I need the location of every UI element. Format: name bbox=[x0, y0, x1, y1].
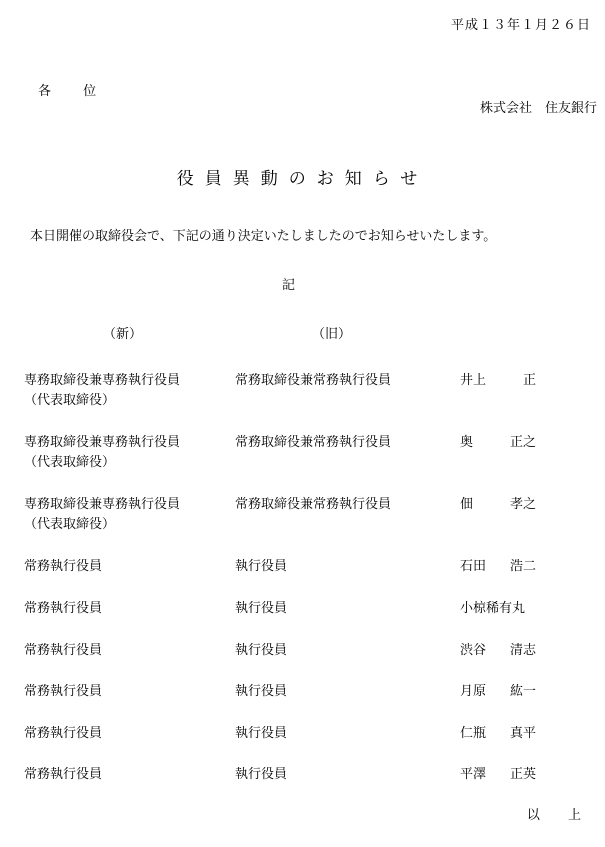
old-position: 常務取締役兼常務執行役員 bbox=[235, 373, 392, 388]
new-position bbox=[24, 557, 102, 577]
surname: 仁瓶 bbox=[460, 726, 487, 741]
surname: 平澤 bbox=[460, 767, 487, 782]
personnel-row bbox=[0, 641, 605, 681]
given-name: 清志 bbox=[509, 643, 536, 658]
given-name: 真平 bbox=[509, 726, 536, 741]
personnel-row bbox=[0, 433, 605, 473]
old-position: 執行役員 bbox=[235, 684, 288, 699]
old-position: 執行役員 bbox=[235, 767, 288, 782]
given-name: 孝之 bbox=[509, 497, 536, 512]
new-position-title: 専務取締役兼専務執行役員 bbox=[24, 435, 181, 450]
new-position-title: 常務執行役員 bbox=[24, 767, 103, 782]
surname: 月原 bbox=[460, 684, 487, 699]
personnel-row bbox=[0, 682, 605, 722]
given-name: 紘一 bbox=[509, 684, 536, 699]
new-position-title: 常務執行役員 bbox=[24, 559, 103, 574]
surname: 石田 bbox=[460, 559, 487, 574]
surname: 渋谷 bbox=[460, 643, 487, 658]
old-position: 常務取締役兼常務執行役員 bbox=[235, 435, 392, 450]
new-position-title: 専務取締役兼専務執行役員 bbox=[24, 373, 181, 388]
old-position: 執行役員 bbox=[235, 726, 288, 741]
new-position-sub: （代表取締役） bbox=[24, 393, 116, 408]
given-name: 浩二 bbox=[509, 559, 536, 574]
personnel-row bbox=[0, 557, 605, 597]
surname: 井上 bbox=[460, 373, 487, 388]
old-position: 常務取締役兼常務執行役員 bbox=[235, 497, 392, 512]
new-position bbox=[24, 724, 102, 744]
column-header-old: （旧） bbox=[312, 327, 352, 342]
new-position bbox=[24, 495, 180, 535]
new-position-title: 常務執行役員 bbox=[24, 643, 103, 658]
new-position-title: 専務取締役兼専務執行役員 bbox=[24, 497, 181, 512]
new-position-sub: （代表取締役） bbox=[24, 517, 116, 532]
sender-company: 株式会社 住友銀行 bbox=[479, 101, 597, 116]
new-position bbox=[24, 641, 102, 661]
new-position bbox=[24, 682, 102, 702]
old-position: 執行役員 bbox=[235, 559, 288, 574]
given-name: 正英 bbox=[509, 767, 536, 782]
new-position bbox=[24, 765, 102, 785]
intro-text: 本日開催の取締役会で、下記の通り決定いたしましたのでお知らせいたします。 bbox=[30, 229, 497, 244]
new-position-title: 常務執行役員 bbox=[24, 601, 103, 616]
new-position-title: 常務執行役員 bbox=[24, 726, 103, 741]
addressee: 各 位 bbox=[38, 84, 111, 99]
personnel-row bbox=[0, 599, 605, 639]
ki-marker: 記 bbox=[282, 278, 296, 293]
personnel-row bbox=[0, 724, 605, 764]
surname: 小椋稀有丸 bbox=[460, 601, 526, 616]
document-date: 平成１３年１月２６日 bbox=[450, 18, 591, 33]
personnel-row bbox=[0, 495, 605, 535]
closing-mark: 以 上 bbox=[526, 808, 593, 823]
personnel-row bbox=[0, 371, 605, 411]
new-position bbox=[24, 599, 102, 619]
new-position-sub: （代表取締役） bbox=[24, 455, 116, 470]
personnel-row bbox=[0, 765, 605, 805]
surname: 奥 bbox=[460, 435, 474, 450]
document-title: 役員異動のお知らせ bbox=[176, 169, 429, 189]
new-position bbox=[24, 371, 180, 411]
new-position bbox=[24, 433, 180, 473]
old-position: 執行役員 bbox=[235, 643, 288, 658]
old-position: 執行役員 bbox=[235, 601, 288, 616]
new-position-title: 常務執行役員 bbox=[24, 684, 103, 699]
surname: 佃 bbox=[460, 497, 474, 512]
given-name: 正 bbox=[522, 373, 536, 388]
column-header-new: （新） bbox=[103, 327, 143, 342]
given-name: 正之 bbox=[509, 435, 536, 450]
